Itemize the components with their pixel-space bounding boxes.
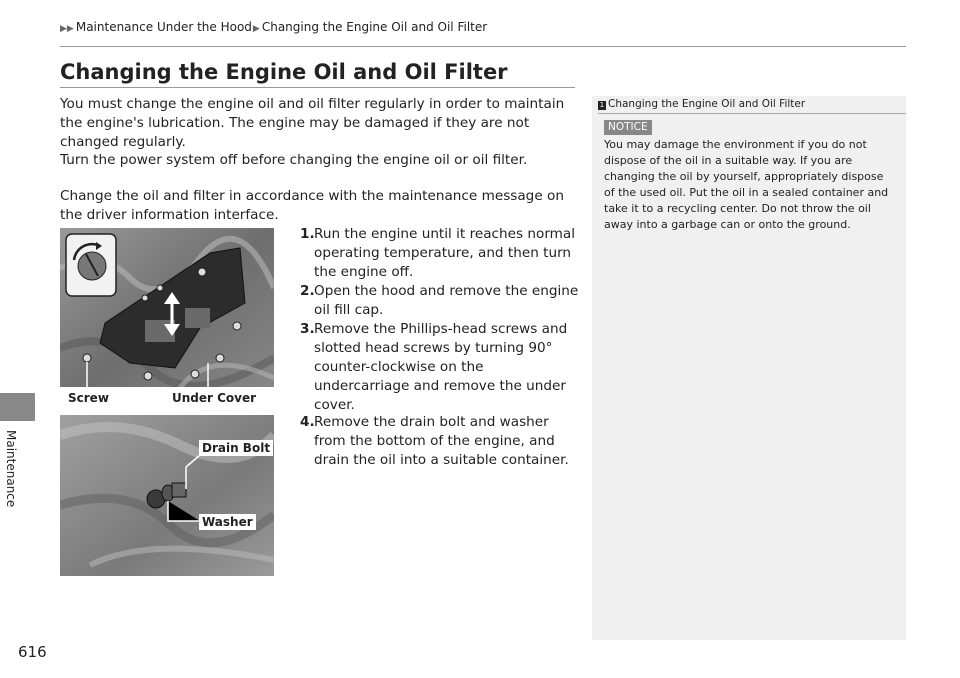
screw-label: Screw (68, 391, 109, 405)
breadcrumb-arrow-icon: ▶▶ (60, 24, 74, 34)
power-off-paragraph: Turn the power system off before changing the engine oil or oil filter. (60, 152, 528, 168)
step-number: 2. (300, 283, 315, 299)
notice-text: You may damage the environment if you do not dispose of the oil in a suitable way. If you are changing the oil by yourself, appropriately dispose of the used oil. Put the oil in a sealed container and take it to a recycling center. Do not throw the oil away into a garbage can or onto the ground. (604, 138, 889, 231)
drain-bolt-label: Drain Bolt (199, 440, 273, 456)
under-cover-illustration (60, 228, 274, 409)
step-3 (300, 320, 580, 415)
note-heading-text: Changing the Engine Oil and Oil Filter (608, 98, 806, 110)
step-text: Remove the Phillips-head screws and slotted head screws by turning 90° counter-clockwise on the undercarriage and remove the under cover. (314, 321, 568, 413)
breadcrumb-arrow-icon: ▶ (252, 24, 260, 34)
step-number: 1. (300, 226, 315, 242)
header-divider (60, 46, 906, 47)
section-tab[interactable] (0, 393, 35, 421)
note-heading (598, 98, 805, 110)
step-1 (300, 225, 580, 282)
step-text: Open the hood and remove the engine oil fill cap. (314, 283, 579, 318)
page-title: Changing the Engine Oil and Oil Filter (60, 60, 508, 84)
intro-paragraph: You must change the engine oil and oil filter regularly in order to maintain the engine's lubrication. The engine may be damaged if they are not changed regularly. (60, 96, 565, 150)
note-divider (598, 113, 906, 114)
step-text: Run the engine until it reaches normal operating temperature, and then turn the engine off. (314, 226, 576, 280)
notice-sidebar (592, 96, 906, 640)
breadcrumb-section-link[interactable]: Maintenance Under the Hood (75, 20, 252, 34)
breadcrumb (60, 20, 487, 34)
drain-bolt-figure (60, 415, 274, 576)
title-divider (60, 87, 575, 88)
washer-label: Washer (199, 514, 256, 530)
schedule-paragraph: Change the oil and filter in accordance with the maintenance message on the driver information interface. (60, 188, 564, 223)
under-cover-figure (60, 228, 274, 409)
notice-badge: NOTICE (604, 120, 652, 135)
reference-icon: 1 (599, 101, 605, 109)
page-number: 616 (18, 643, 47, 661)
breadcrumb-page-link[interactable]: Changing the Engine Oil and Oil Filter (261, 20, 488, 34)
step-text: Remove the drain bolt and washer from the bottom of the engine, and drain the oil into a suitable container. (314, 414, 569, 468)
step-2 (300, 282, 580, 320)
step-4 (300, 413, 580, 470)
under-cover-label: Under Cover (172, 391, 257, 405)
section-tab-label: Maintenance (4, 430, 18, 508)
step-number: 3. (300, 321, 315, 337)
step-number: 4. (300, 414, 315, 430)
